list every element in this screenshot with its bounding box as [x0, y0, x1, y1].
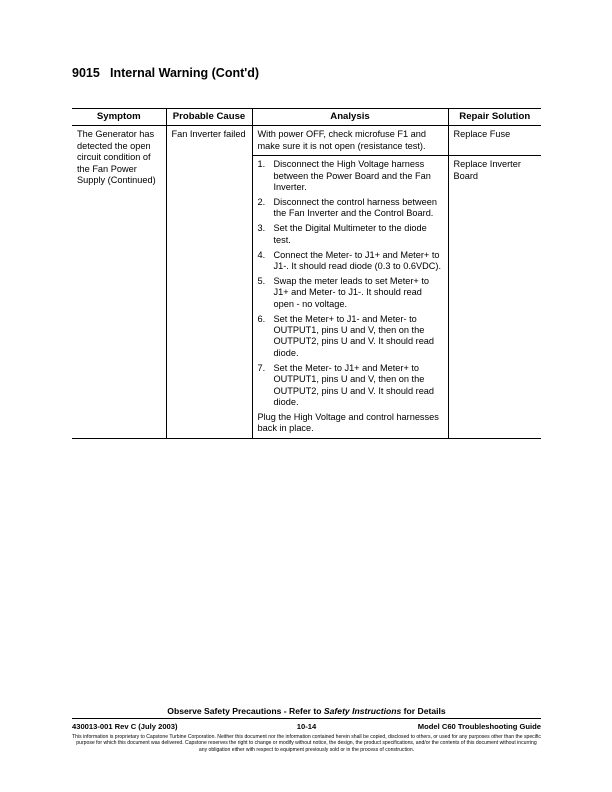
- step-number: 5.: [257, 275, 266, 286]
- page-heading: [72, 66, 259, 80]
- list-item: [258, 223, 444, 246]
- symptom-text: The Generator has detected the open circuit condition of the Fan Power Supply (Continued): [77, 129, 156, 186]
- step-text: Disconnect the control harness between the Fan Inverter and the Control Board.: [273, 196, 437, 219]
- section-title: Internal Warning (Cont'd): [110, 66, 260, 80]
- closing-instruction: Plug the High Voltage and control harnesses back in place.: [257, 411, 439, 434]
- safety-suffix: for Details: [401, 706, 446, 716]
- step-text: Set the Meter+ to J1- and Meter- to OUTPUT1, pins U and V, then on the OUTPUT2, pins U and V. It should read diode.: [273, 313, 435, 358]
- page-number: 10-14: [296, 722, 317, 731]
- cause-text: Fan Inverter failed: [171, 129, 246, 140]
- list-item: [258, 314, 444, 360]
- repair-cell-1: [448, 126, 541, 156]
- step-number: 2.: [257, 196, 266, 207]
- list-item: [258, 276, 444, 310]
- proprietary-notice: This information is proprietary to Capstone Turbine Corporation. Neither this document nor the information contained herein shall be copied, disclosed to others, or used for any purposes other than the specific purpose for which this document was delivered. Capstone reserves the right to change or modify without notice, the design, the product specifications, and/or the contents of this document without incurring any obligation either with respect to equipment previously sold or in the process of construction.: [72, 734, 541, 753]
- step-number: 6.: [257, 313, 266, 324]
- step-text: Disconnect the High Voltage harness between the Power Board and the Fan Inverter.: [273, 159, 431, 193]
- safety-notice: [72, 706, 541, 716]
- troubleshooting-table: [72, 108, 541, 439]
- step-number: 3.: [257, 223, 266, 234]
- repair-text-2: Replace Inverter Board: [453, 159, 521, 181]
- step-text: Set the Meter- to J1+ and Meter+ to OUTPUT1, pins U and V, then on the OUTPUT2, pins U and V. It should read diode.: [273, 362, 435, 407]
- list-item: [258, 363, 444, 409]
- table-header-row: [72, 109, 541, 126]
- analysis-text-1: With power OFF, check microfuse F1 and make sure it is not open (resistance test).: [257, 129, 426, 151]
- symptom-cell: [72, 126, 166, 438]
- safety-instructions-reference: Safety Instructions: [323, 706, 402, 716]
- header-repair-solution: Repair Solution: [448, 109, 541, 126]
- step-number: 7.: [257, 362, 266, 373]
- cause-cell: [166, 126, 252, 438]
- repair-text-1: Replace Fuse: [453, 129, 511, 140]
- header-probable-cause: Probable Cause: [166, 109, 252, 126]
- guide-title: Model C60 Troubleshooting Guide: [417, 722, 541, 731]
- list-item: [258, 250, 444, 273]
- analysis-steps-list: [258, 159, 444, 408]
- header-analysis: Analysis: [252, 109, 448, 126]
- step-number: 4.: [257, 249, 266, 260]
- list-item: [258, 197, 444, 220]
- step-number: 1.: [257, 159, 266, 170]
- safety-prefix: Observe Safety Precautions - Refer to: [167, 706, 324, 716]
- section-number: 9015: [72, 66, 100, 80]
- analysis-cell-1: [252, 126, 448, 156]
- header-symptom: Symptom: [72, 109, 166, 126]
- repair-cell-2: [448, 156, 541, 438]
- step-text: Connect the Meter- to J1+ and Meter+ to J1-. It should read diode (0.3 to 0.6VDC).: [273, 249, 442, 271]
- analysis-cell-2: [252, 156, 448, 438]
- list-item: [258, 159, 444, 193]
- step-text: Set the Digital Multimeter to the diode test.: [273, 223, 427, 245]
- step-text: Swap the meter leads to set Meter+ to J1+ and Meter- to J1-. It should read open - no voltage.: [273, 275, 430, 309]
- document-number: 430013-001 Rev C (July 2003): [72, 722, 178, 731]
- table-row: [72, 126, 541, 156]
- footer-divider: [72, 718, 541, 719]
